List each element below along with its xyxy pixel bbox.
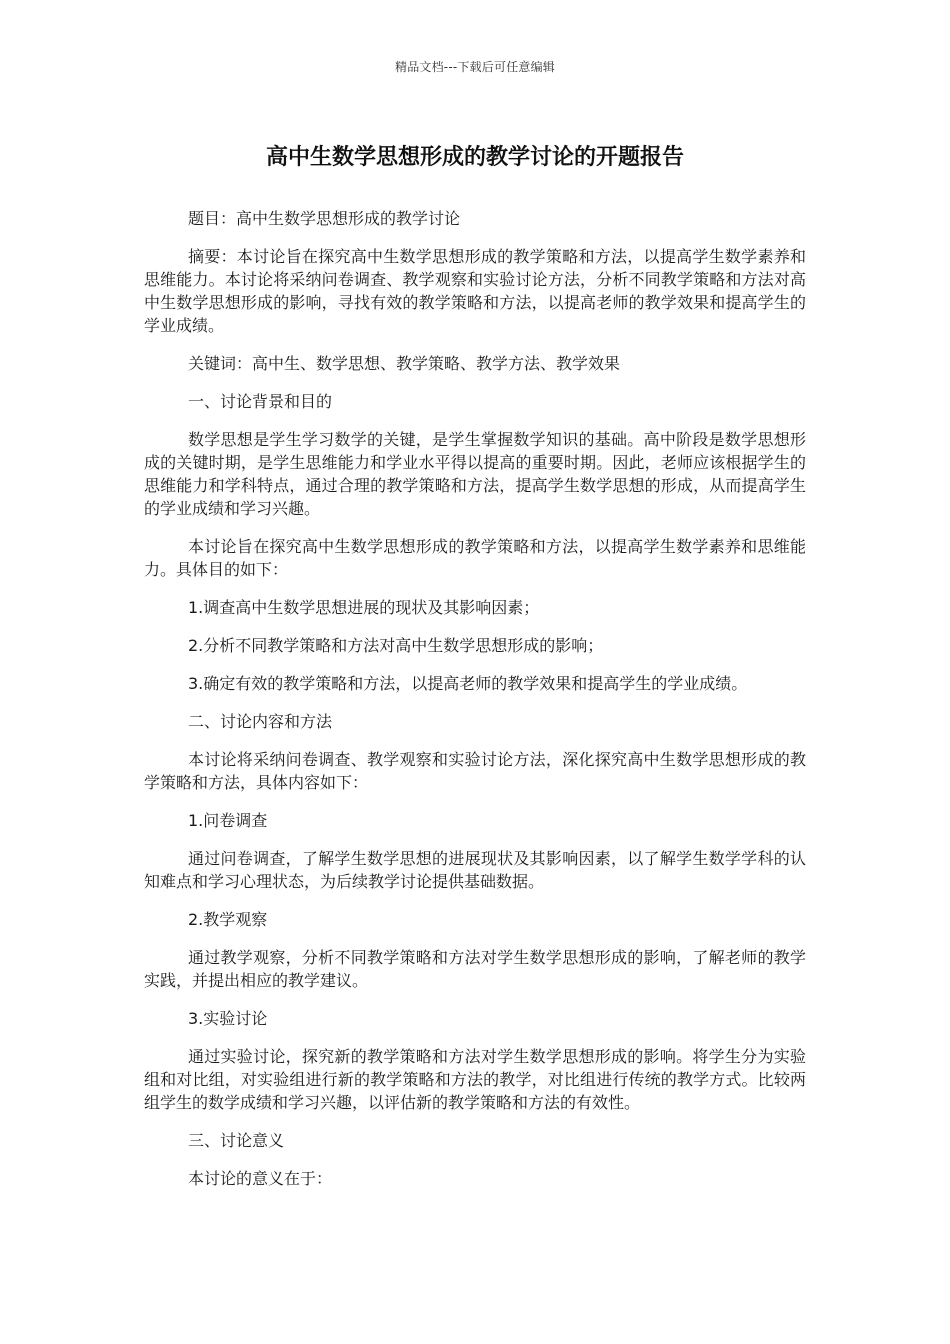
paragraph-abstract: 摘要：本讨论旨在探究高中生数学思想形成的教学策略和方法，以提高学生数学素养和思维能力。本讨论将采纳问卷调查、教学观察和实验讨论方法，分析不同教学策略和方法对高中生数学思想形成的影响，寻找有效的教学策略和方法，以提高老师的教学效果和提高学生的学业成绩。 <box>144 247 806 335</box>
paragraph-background: 数学思想是学生学习数学的关键，是学生掌握数学知识的基础。高中阶段是数学思想形成的关键时期，是学生思维能力和学业水平得以提高的重要时期。因此，老师应该根据学生的思维能力和学科特点，通过合理的教学策略和方法，提高学生数学思想的形成，从而提高学生的学业成绩和学习兴趣。 <box>144 430 806 518</box>
section-heading-significance: 三、讨论意义 <box>188 1131 285 1150</box>
paragraph-content-method: 本讨论将采纳问卷调查、教学观察和实验讨论方法，深化探究高中生数学思想形成的教学策略和方法，具体内容如下： <box>144 750 806 792</box>
list-item-purpose-3: 3.确定有效的教学策略和方法，以提高老师的教学效果和提高学生的学业成绩。 <box>188 674 748 693</box>
paragraph-experiment: 通过实验讨论，探究新的教学策略和方法对学生数学思想形成的影响。将学生分为实验组和对比组，对实验组进行新的教学策略和方法的教学，对比组进行传统的教学方式。比较两组学生的数学成绩和学习兴趣，以评估新的教学策略和方法的有效性。 <box>144 1047 806 1112</box>
document-title: 高中生数学思想形成的教学讨论的开题报告 <box>265 145 684 170</box>
paragraph-significance: 本讨论的意义在于： <box>188 1169 333 1188</box>
document-body <box>144 207 806 1205</box>
list-item-purpose-1: 1.调查高中生数学思想进展的现状及其影响因素； <box>188 598 540 617</box>
section-heading-content-method: 二、讨论内容和方法 <box>188 712 333 731</box>
subheading-experiment: 3.实验讨论 <box>188 1009 268 1028</box>
list-item-purpose-2: 2.分析不同教学策略和方法对高中生数学思想形成的影响； <box>188 636 604 655</box>
paragraph-keywords: 关键词：高中生、数学思想、教学策略、教学方法、教学效果 <box>188 354 621 373</box>
header-note: 精品文档---下载后可任意编辑 <box>395 60 555 74</box>
paragraph-purpose: 本讨论旨在探究高中生数学思想形成的教学策略和方法，以提高学生数学素养和思维能力。具体目的如下： <box>144 537 806 579</box>
subheading-observation: 2.教学观察 <box>188 910 268 929</box>
subheading-questionnaire: 1.问卷调查 <box>188 811 268 830</box>
section-heading-background: 一、讨论背景和目的 <box>188 392 333 411</box>
paragraph-observation: 通过教学观察，分析不同教学策略和方法对学生数学思想形成的影响，了解老师的教学实践，并提出相应的教学建议。 <box>144 948 806 990</box>
paragraph-topic: 题目：高中生数学思想形成的教学讨论 <box>188 209 461 228</box>
paragraph-questionnaire: 通过问卷调查，了解学生数学思想的进展现状及其影响因素，以了解学生数学学科的认知难点和学习心理状态，为后续教学讨论提供基础数据。 <box>144 849 806 891</box>
